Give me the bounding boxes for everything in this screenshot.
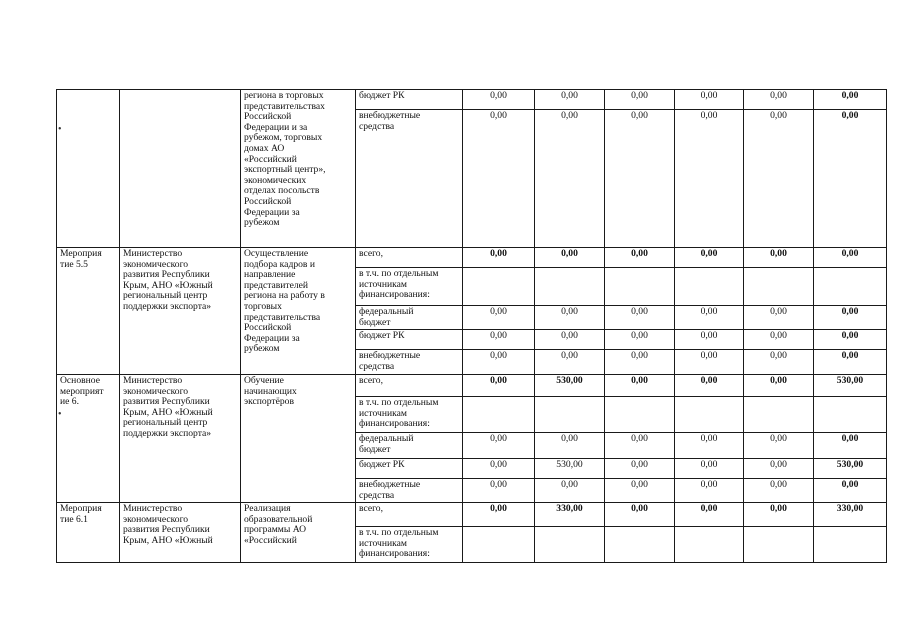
bullet-mark: •	[58, 124, 62, 135]
amount-cell: 330,00	[814, 503, 887, 527]
amount-cell: 0,00	[675, 248, 744, 268]
amount-cell: 0,00	[605, 375, 675, 397]
funding-source-cell: в т.ч. по отдельным источникам финансирования:	[356, 268, 463, 306]
event-name-cell: Осуществление подбора кадров и направление представителей региона на работу в торговых представительства Российской Федерации за рубежом	[241, 248, 356, 375]
amount-cell: 0,00	[814, 306, 887, 330]
amount-cell: 0,00	[463, 459, 535, 479]
amount-cell: 0,00	[535, 110, 605, 248]
executor-cell: Министерство экономического развития Республики Крым, АНО «Южный региональный центр поддержки экспорта»	[120, 375, 241, 503]
amount-cell: 0,00	[605, 248, 675, 268]
amount-cell: 0,00	[463, 433, 535, 459]
amount-cell: 0,00	[463, 306, 535, 330]
amount-cell: 0,00	[605, 330, 675, 350]
amount-cell: 0,00	[675, 433, 744, 459]
amount-cell: 0,00	[463, 350, 535, 375]
amount-cell: 0,00	[675, 350, 744, 375]
funding-source-cell: федеральный бюджет	[356, 306, 463, 330]
amount-cell: 0,00	[675, 330, 744, 350]
amount-cell: 0,00	[814, 110, 887, 248]
table-body	[57, 90, 887, 563]
amount-cell: 0,00	[535, 479, 605, 503]
amount-cell: 0,00	[744, 248, 814, 268]
amount-cell: 0,00	[463, 248, 535, 268]
amount-cell	[463, 397, 535, 433]
executor-cell: Министерство экономического развития Республики Крым, АНО «Южный региональный центр поддержки экспорта»	[120, 248, 241, 375]
amount-cell: 330,00	[535, 503, 605, 527]
table-row	[57, 375, 887, 397]
funding-source-cell: всего,	[356, 375, 463, 397]
amount-cell: 0,00	[463, 330, 535, 350]
amount-cell: 0,00	[535, 248, 605, 268]
funding-source-cell: бюджет РК	[356, 90, 463, 110]
table-row	[57, 503, 887, 527]
amount-cell: 0,00	[605, 350, 675, 375]
funding-source-cell: всего,	[356, 503, 463, 527]
event-number-cell: Основное мероприят ие 6.	[57, 375, 120, 503]
amount-cell	[814, 527, 887, 563]
amount-cell: 0,00	[605, 433, 675, 459]
amount-cell: 0,00	[463, 90, 535, 110]
amount-cell	[675, 268, 744, 306]
amount-cell: 0,00	[744, 110, 814, 248]
amount-cell: 0,00	[463, 479, 535, 503]
amount-cell: 0,00	[605, 110, 675, 248]
amount-cell: 0,00	[744, 375, 814, 397]
amount-cell: 0,00	[744, 350, 814, 375]
amount-cell: 0,00	[814, 90, 887, 110]
amount-cell: 0,00	[744, 330, 814, 350]
amount-cell	[535, 397, 605, 433]
amount-cell	[675, 527, 744, 563]
amount-cell: 0,00	[675, 306, 744, 330]
event-name-cell: региона в торговых представительствах Российской Федерации и за рубежом, торговых домах АО «Российский экспортный центр», экономических отделах посольств Российской Федерации за рубежом	[241, 90, 356, 248]
amount-cell: 0,00	[463, 110, 535, 248]
budget-table-page	[56, 89, 886, 566]
amount-cell: 0,00	[675, 503, 744, 527]
amount-cell: 0,00	[605, 479, 675, 503]
executor-cell	[120, 90, 241, 248]
amount-cell: 0,00	[535, 433, 605, 459]
funding-source-cell: всего,	[356, 248, 463, 268]
amount-cell: 530,00	[535, 375, 605, 397]
amount-cell	[814, 397, 887, 433]
funding-source-cell: бюджет РК	[356, 459, 463, 479]
amount-cell	[535, 527, 605, 563]
amount-cell: 0,00	[675, 90, 744, 110]
amount-cell	[744, 527, 814, 563]
amount-cell: 0,00	[744, 479, 814, 503]
amount-cell	[744, 397, 814, 433]
bullet-mark: •	[58, 409, 62, 420]
amount-cell: 0,00	[463, 375, 535, 397]
funding-source-cell: в т.ч. по отдельным источникам финансирования:	[356, 397, 463, 433]
event-name-cell: Реализация образовательной программы АО «Российский	[241, 503, 356, 563]
amount-cell: 0,00	[535, 90, 605, 110]
executor-cell: Министерство экономического развития Республики Крым, АНО «Южный	[120, 503, 241, 563]
amount-cell: 0,00	[675, 110, 744, 248]
amount-cell: 530,00	[535, 459, 605, 479]
amount-cell: 0,00	[744, 433, 814, 459]
funding-source-cell: внебюджетные средства	[356, 110, 463, 248]
amount-cell: 0,00	[605, 503, 675, 527]
amount-cell: 0,00	[814, 350, 887, 375]
amount-cell: 0,00	[814, 330, 887, 350]
table-row	[57, 248, 887, 268]
amount-cell: 0,00	[463, 503, 535, 527]
amount-cell: 0,00	[535, 330, 605, 350]
amount-cell: 0,00	[675, 375, 744, 397]
amount-cell	[744, 268, 814, 306]
table-row	[57, 90, 887, 110]
amount-cell	[463, 527, 535, 563]
amount-cell	[463, 268, 535, 306]
amount-cell: 0,00	[814, 433, 887, 459]
amount-cell: 0,00	[675, 459, 744, 479]
amount-cell	[814, 268, 887, 306]
funding-source-cell: федеральный бюджет	[356, 433, 463, 459]
event-number-cell: Мероприя тие 5.5	[57, 248, 120, 375]
amount-cell: 0,00	[605, 306, 675, 330]
amount-cell: 0,00	[814, 479, 887, 503]
amount-cell: 0,00	[535, 306, 605, 330]
amount-cell	[605, 397, 675, 433]
amount-cell	[605, 268, 675, 306]
amount-cell: 0,00	[605, 459, 675, 479]
amount-cell: 530,00	[814, 375, 887, 397]
funding-source-cell: бюджет РК	[356, 330, 463, 350]
amount-cell: 0,00	[744, 503, 814, 527]
event-name-cell: Обучение начинающих экспортёров	[241, 375, 356, 503]
event-number-cell: Мероприя тие 6.1	[57, 503, 120, 563]
amount-cell	[535, 268, 605, 306]
amount-cell: 0,00	[744, 459, 814, 479]
amount-cell: 0,00	[744, 90, 814, 110]
funding-source-cell: в т.ч. по отдельным источникам финансирования:	[356, 527, 463, 563]
amount-cell: 0,00	[744, 306, 814, 330]
event-number-cell	[57, 90, 120, 248]
amount-cell	[675, 397, 744, 433]
amount-cell: 0,00	[675, 479, 744, 503]
funding-source-cell: внебюджетные средства	[356, 479, 463, 503]
funding-source-cell: внебюджетные средства	[356, 350, 463, 375]
amount-cell	[605, 527, 675, 563]
amount-cell: 0,00	[814, 248, 887, 268]
amount-cell: 0,00	[605, 90, 675, 110]
amount-cell: 0,00	[535, 350, 605, 375]
amount-cell: 530,00	[814, 459, 887, 479]
budget-table	[56, 89, 887, 563]
